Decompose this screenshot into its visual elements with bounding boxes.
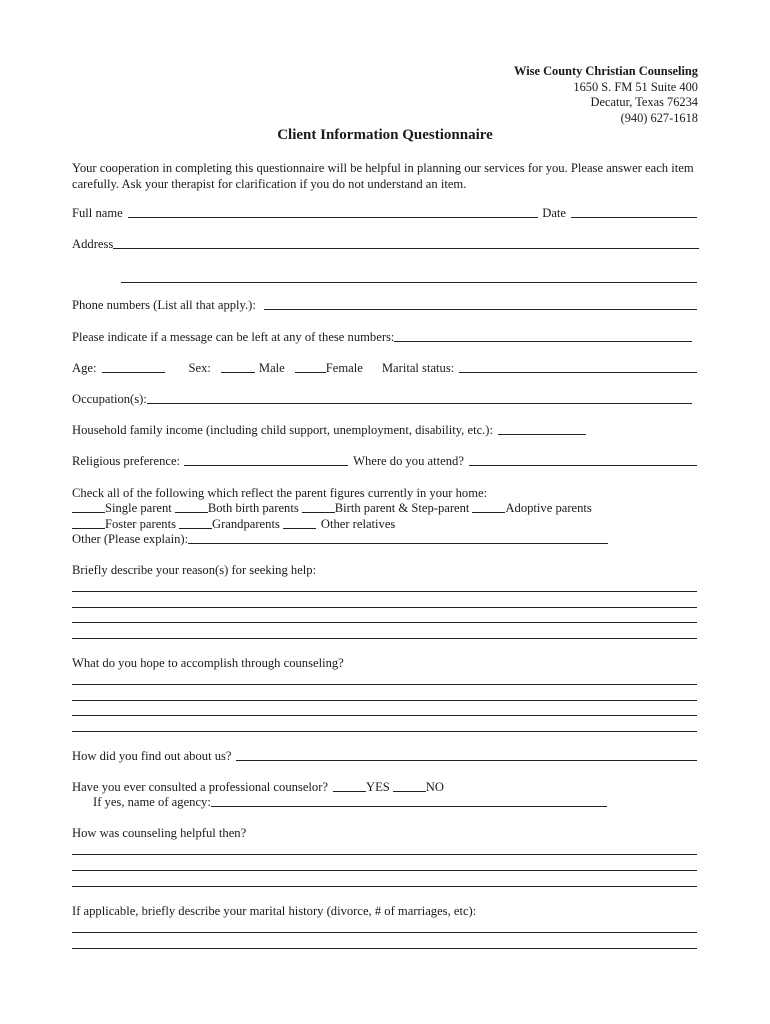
both-birth-parents-field[interactable]	[175, 511, 208, 513]
occupation-row	[72, 392, 692, 407]
foster-parents-label: Foster parents	[105, 517, 176, 531]
full-name-field[interactable]	[128, 216, 538, 218]
helpful-question: How was counseling helpful then?	[72, 826, 247, 840]
accomplish-field-line-3[interactable]	[72, 715, 697, 716]
marital-status-field[interactable]	[459, 371, 697, 373]
address-field-line-2[interactable]	[121, 282, 697, 283]
phone-numbers-field[interactable]	[264, 308, 697, 310]
message-field[interactable]	[394, 340, 692, 342]
income-row	[72, 423, 586, 438]
find-out-question: How did you find out about us?	[72, 749, 232, 763]
religious-preference-field[interactable]	[184, 464, 348, 466]
other-explain-label: Other (Please explain):	[72, 532, 189, 546]
phone-numbers-label: Phone numbers (List all that apply.):	[72, 298, 256, 312]
address-field[interactable]	[113, 247, 699, 249]
consulted-yes-field[interactable]	[333, 790, 366, 792]
address-line-1: 1650 S. FM 51 Suite 400	[573, 79, 698, 94]
reasons-question: Briefly describe your reason(s) for seeking help:	[72, 563, 317, 577]
address-label: Address	[72, 237, 114, 251]
female-label: Female	[325, 361, 363, 375]
female-field[interactable]	[295, 371, 326, 373]
accomplish-field-line-2[interactable]	[72, 700, 697, 701]
marital-history-field-line-1[interactable]	[72, 932, 697, 933]
other-relatives-field[interactable]	[283, 527, 316, 529]
male-label: Male	[258, 361, 285, 375]
find-out-row	[72, 749, 697, 764]
phone-row	[72, 298, 697, 313]
parents-row-1	[72, 501, 592, 516]
reasons-field-line-4[interactable]	[72, 638, 697, 639]
other-explain-field[interactable]	[188, 542, 608, 544]
male-field[interactable]	[221, 371, 255, 373]
date-label: Date	[542, 206, 566, 220]
marital-history-question: If applicable, briefly describe your marital history (divorce, # of marriages, etc):	[72, 904, 477, 918]
full-name-label: Full name	[72, 206, 123, 220]
grandparents-field[interactable]	[179, 527, 212, 529]
income-field[interactable]	[498, 433, 586, 435]
reasons-field-line-1[interactable]	[72, 591, 697, 592]
age-sex-row	[72, 361, 697, 376]
single-parent-field[interactable]	[72, 511, 105, 513]
consulted-yes-label: YES	[365, 780, 390, 794]
age-field[interactable]	[102, 371, 165, 373]
religious-preference-label: Religious preference:	[72, 454, 181, 468]
foster-parents-field[interactable]	[72, 527, 105, 529]
parents-row-2	[72, 517, 395, 532]
helpful-field-line-2[interactable]	[72, 870, 697, 871]
intro-text: Your cooperation in completing this questionnaire will be helpful in planning our services for you. Please answer each item carefully. Ask your therapist for clarification if you do not understand an item.	[72, 161, 694, 191]
adoptive-parents-field[interactable]	[472, 511, 505, 513]
full-name-row	[72, 206, 697, 221]
org-name: Wise County Christian Counseling	[514, 64, 698, 78]
religion-row	[72, 454, 697, 469]
accomplish-field-line-4[interactable]	[72, 731, 697, 732]
sex-label: Sex:	[188, 361, 211, 375]
consulted-question: Have you ever consulted a professional counselor?	[72, 780, 328, 794]
where-attend-label: Where do you attend?	[353, 454, 464, 468]
other-relatives-label: Other relatives	[320, 517, 396, 531]
agency-row	[93, 795, 607, 810]
message-label: Please indicate if a message can be left at any of these numbers:	[72, 330, 395, 344]
message-row	[72, 330, 692, 345]
birth-step-parent-field[interactable]	[302, 511, 335, 513]
reasons-field-line-2[interactable]	[72, 607, 697, 608]
helpful-field-line-3[interactable]	[72, 886, 697, 887]
marital-status-label: Marital status:	[381, 361, 455, 375]
parents-prompt: Check all of the following which reflect the parent figures currently in your home:	[72, 486, 488, 500]
where-attend-field[interactable]	[469, 464, 697, 466]
practice-header	[514, 64, 698, 126]
accomplish-field-line-1[interactable]	[72, 684, 697, 685]
marital-history-field-line-2[interactable]	[72, 948, 697, 949]
occupation-label: Occupation(s):	[72, 392, 147, 406]
consulted-no-label: NO	[425, 780, 444, 794]
single-parent-label: Single parent	[105, 501, 172, 515]
date-field[interactable]	[571, 216, 697, 218]
birth-step-parent-label: Birth parent & Step-parent	[334, 501, 470, 515]
address-line-2: Decatur, Texas 76234	[590, 95, 698, 109]
accomplish-question: What do you hope to accomplish through counseling?	[72, 656, 344, 670]
helpful-field-line-1[interactable]	[72, 854, 697, 855]
adoptive-parents-label: Adoptive parents	[505, 501, 592, 515]
income-label: Household family income (including child support, unemployment, disability, etc.):	[72, 423, 493, 437]
page-title: Client Information Questionnaire	[277, 127, 493, 143]
age-label: Age:	[72, 361, 97, 375]
consulted-row	[72, 780, 444, 795]
parents-other-row	[72, 532, 608, 547]
consulted-no-field[interactable]	[393, 790, 426, 792]
occupation-field[interactable]	[147, 402, 692, 404]
find-out-field[interactable]	[236, 759, 697, 761]
reasons-field-line-3[interactable]	[72, 622, 697, 623]
agency-field[interactable]	[211, 805, 607, 807]
practice-phone: (940) 627-1618	[620, 110, 698, 125]
both-birth-parents-label: Both birth parents	[207, 501, 299, 515]
address-row	[72, 237, 699, 252]
agency-label: If yes, name of agency:	[93, 795, 211, 809]
grandparents-label: Grandparents	[212, 517, 280, 531]
